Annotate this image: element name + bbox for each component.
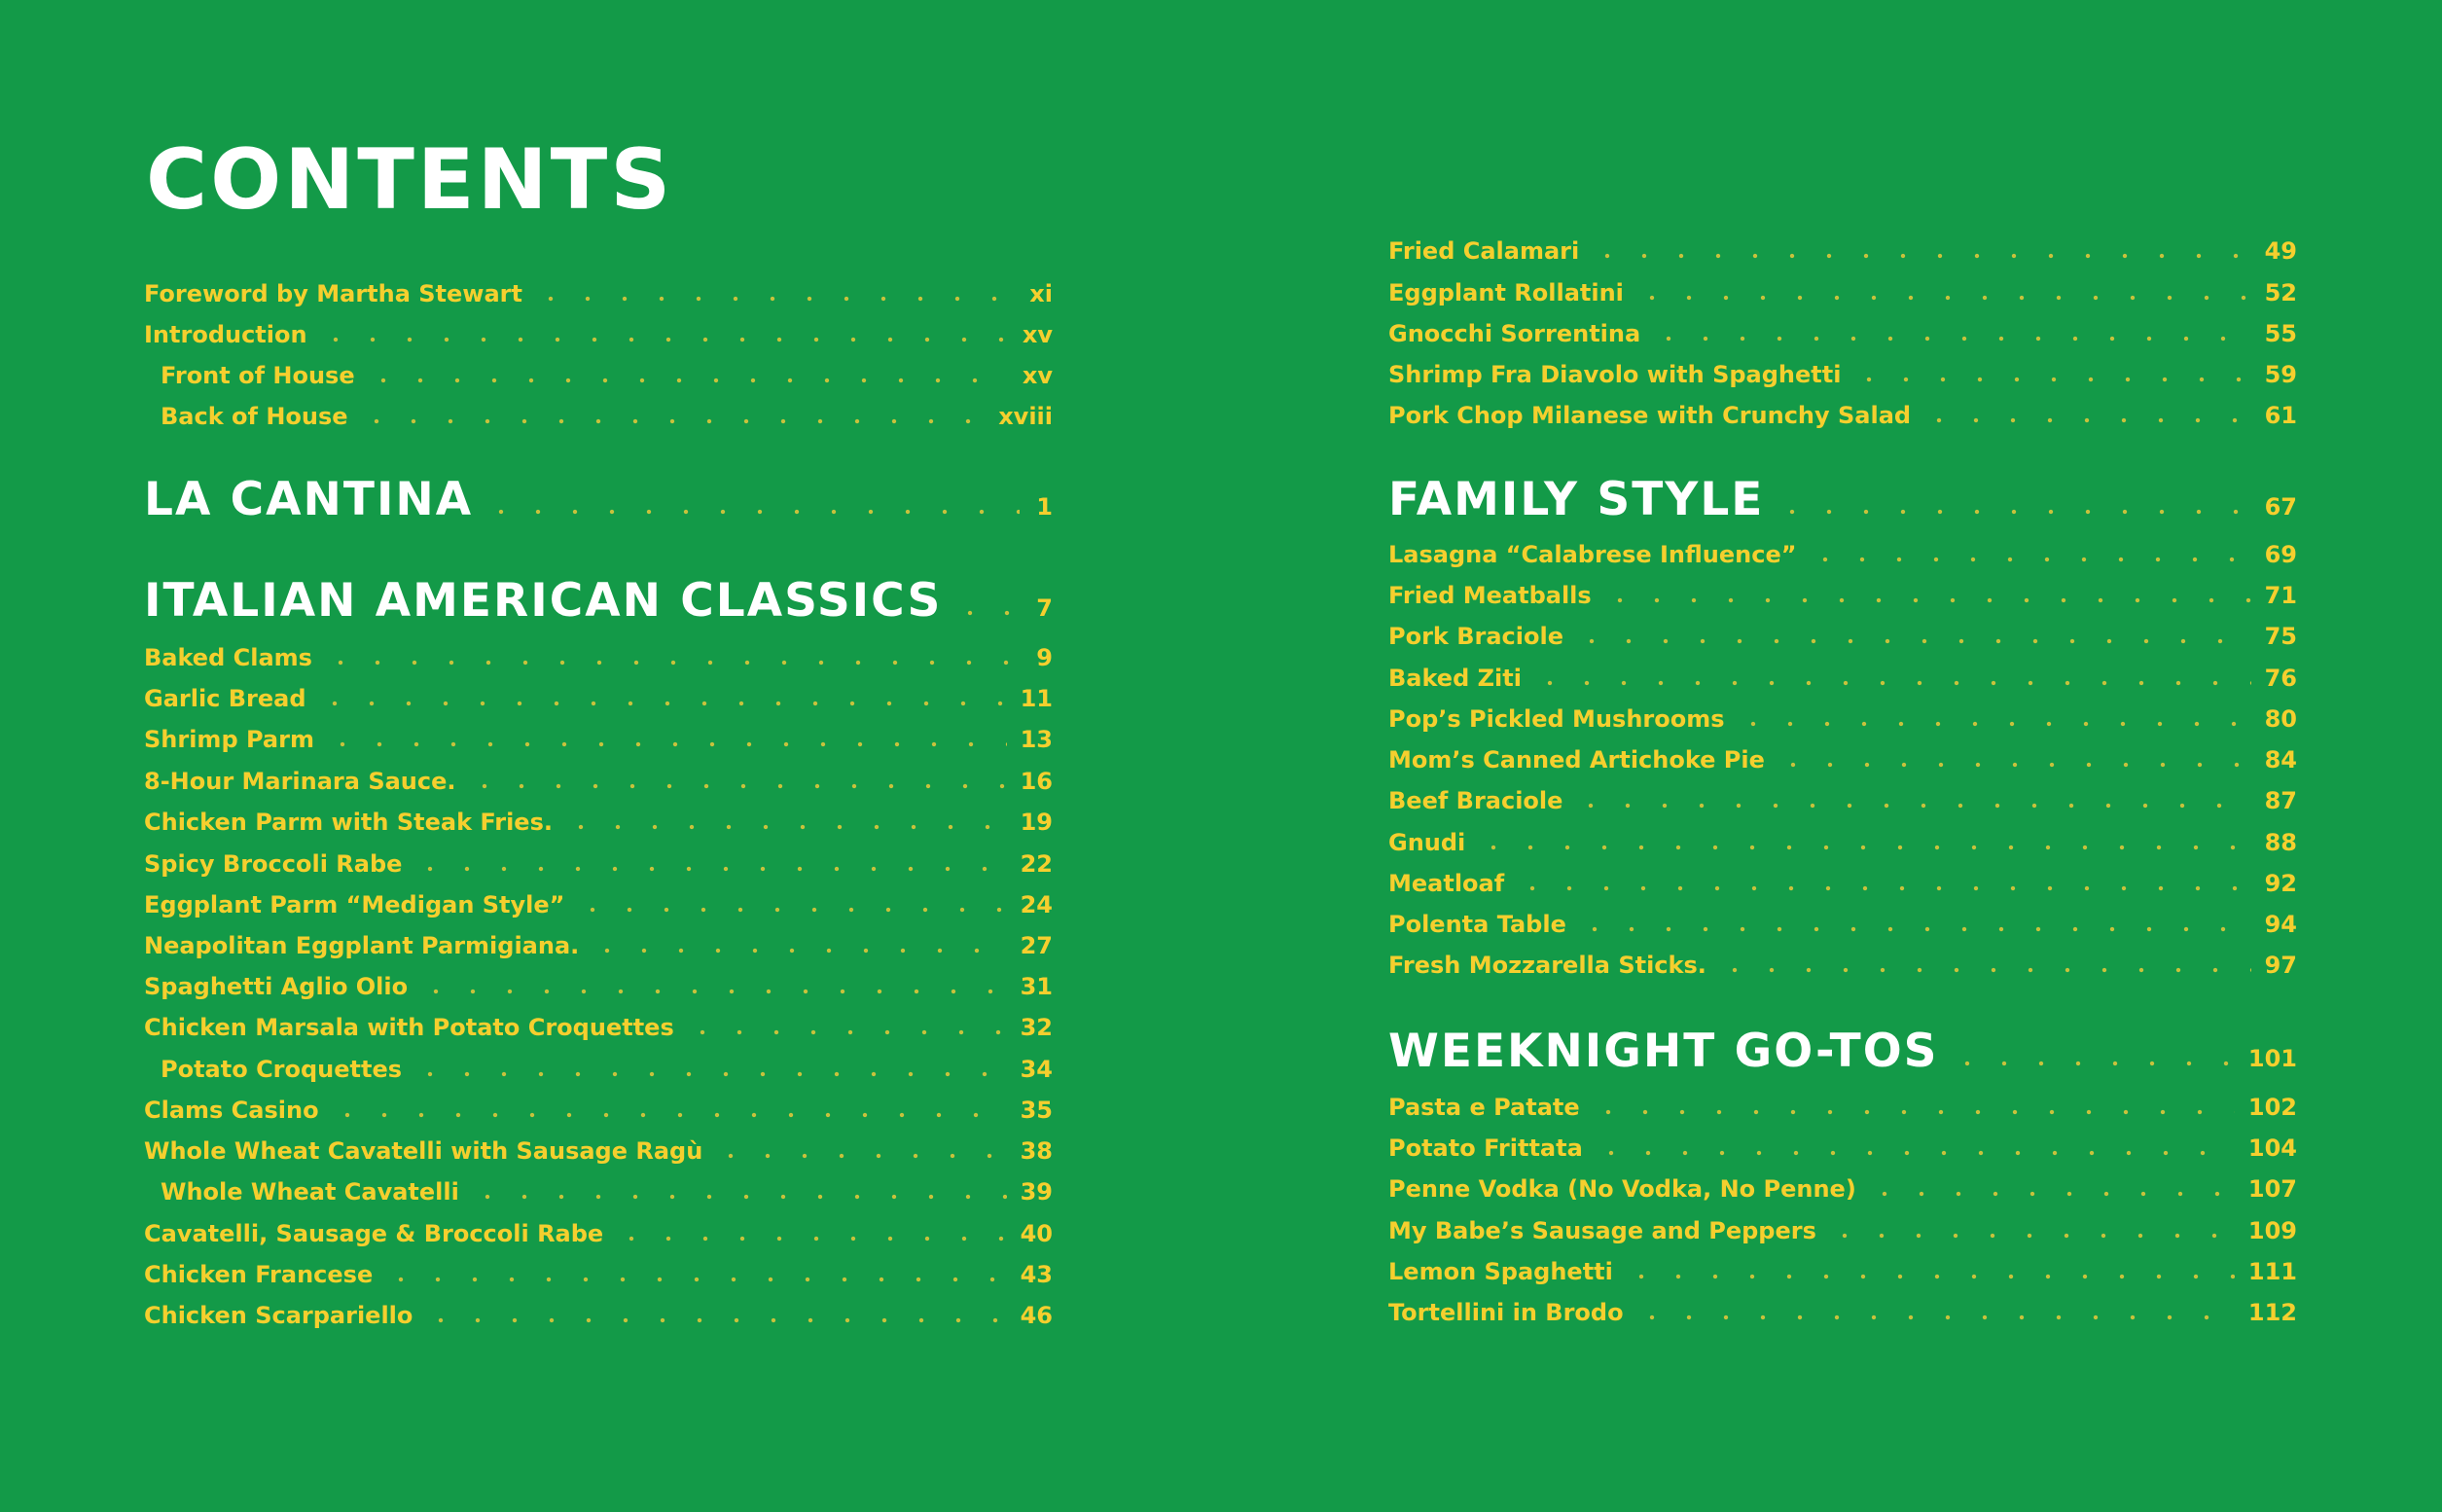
- toc-entry-mom-s-canned-artichoke-pie[interactable]: [1388, 733, 2297, 774]
- page-number: xviii: [998, 403, 1053, 430]
- toc-entry-introduction[interactable]: [144, 307, 1053, 348]
- entry-title: Chicken Marsala with Potato Croquettes: [144, 1014, 674, 1041]
- entry-title: Fresh Mozzarella Sticks.: [1388, 952, 1706, 979]
- entry-title: Shrimp Parm: [144, 726, 314, 753]
- entry-title: Clams Casino: [144, 1097, 319, 1124]
- page-number: 7: [1036, 594, 1053, 622]
- dot-leader: [1826, 1231, 2235, 1241]
- entry-title: Eggplant Parm “Medigan Style”: [144, 891, 565, 918]
- dot-leader: [574, 905, 1006, 915]
- entry-title: LA CANTINA: [144, 473, 474, 526]
- toc-entry-pork-braciole[interactable]: [1388, 609, 2297, 650]
- dot-leader: [412, 864, 1006, 874]
- toc-entry-gnocchi-sorrentina[interactable]: [1388, 306, 2297, 347]
- entry-title: Spicy Broccoli Rabe: [144, 850, 403, 878]
- page-number: 1: [1036, 493, 1053, 521]
- toc-entry-chicken-marsala-with-potato-croquettes[interactable]: [144, 1000, 1053, 1041]
- page-number: 24: [1020, 891, 1053, 918]
- dot-leader: [1634, 293, 2251, 303]
- dot-leader: [1716, 965, 2251, 975]
- toc-entry-lasagna-calabrese-influence[interactable]: [1388, 527, 2297, 568]
- page-number: 69: [2264, 541, 2297, 568]
- page-number: 27: [1020, 932, 1053, 959]
- dot-leader: [1576, 924, 2251, 934]
- dot-leader: [317, 335, 1009, 344]
- entry-title: 8-Hour Marinara Sauce.: [144, 768, 456, 795]
- dot-leader: [324, 739, 1007, 749]
- dot-leader: [316, 699, 1007, 708]
- toc-entry-shrimp-parm[interactable]: [144, 712, 1053, 753]
- entry-title: Spaghetti Aglio Olio: [144, 973, 409, 1000]
- toc-entry-baked-clams[interactable]: [144, 630, 1053, 671]
- entry-title: Front of House: [161, 362, 355, 389]
- dot-leader: [1650, 334, 2250, 343]
- dot-leader: [1850, 375, 2250, 384]
- entry-title: Chicken Francese: [144, 1261, 374, 1288]
- dot-leader: [562, 822, 1007, 832]
- entry-title: Whole Wheat Cavatelli: [161, 1178, 459, 1206]
- dot-leader: [358, 416, 986, 426]
- toc-entry-front-of-house[interactable]: [144, 348, 1053, 389]
- page-number: 101: [2247, 1045, 2297, 1072]
- dot-leader: [613, 1234, 1006, 1243]
- page-number: 88: [2264, 829, 2297, 856]
- entry-title: Foreword by Martha Stewart: [144, 280, 522, 307]
- toc-entry-shrimp-fra-diavolo-with-spaghetti[interactable]: [1388, 347, 2297, 388]
- entry-title: ITALIAN AMERICAN CLASSICS: [144, 574, 943, 628]
- section-heading-family-style[interactable]: [1388, 464, 2297, 526]
- dot-leader: [1573, 636, 2251, 646]
- dot-leader: [1735, 719, 2251, 729]
- toc-entry-gnudi[interactable]: [1388, 815, 2297, 856]
- toc-entry-spaghetti-aglio-olio[interactable]: [144, 959, 1053, 1000]
- entry-title: Beef Braciole: [1388, 787, 1563, 814]
- dot-leader: [322, 658, 1020, 667]
- entry-title: Pork Chop Milanese with Crunchy Salad: [1388, 402, 1912, 429]
- dot-leader: [1949, 1059, 2235, 1068]
- page-number: 97: [2264, 952, 2297, 979]
- entry-title: Baked Ziti: [1388, 665, 1522, 692]
- page-number: 87: [2264, 787, 2297, 814]
- entry-title: Fried Meatballs: [1388, 582, 1592, 609]
- dot-leader: [329, 1110, 1007, 1120]
- page-number: 31: [1020, 973, 1053, 1000]
- toc-entry-foreword-by-martha-stewart[interactable]: [144, 267, 1053, 307]
- section-heading-italian-american-classics[interactable]: [144, 565, 1053, 628]
- dot-leader: [952, 608, 1020, 618]
- page-number: 13: [1020, 726, 1053, 753]
- toc-entry-back-of-house[interactable]: [144, 389, 1053, 430]
- page-number: 46: [1020, 1302, 1053, 1329]
- dot-leader: [1774, 507, 2250, 517]
- toc-entry-potato-frittata[interactable]: [1388, 1121, 2297, 1162]
- page-number: 112: [2247, 1299, 2297, 1326]
- toc-entry-fresh-mozzarella-sticks[interactable]: [1388, 938, 2297, 979]
- dot-leader: [469, 1192, 1007, 1202]
- dot-leader: [1593, 1148, 2235, 1158]
- entry-title: Chicken Scarpariello: [144, 1302, 413, 1329]
- toc-entry-my-babe-s-sausage-and-peppers[interactable]: [1388, 1204, 2297, 1244]
- toc-entry-polenta-table[interactable]: [1388, 897, 2297, 938]
- page-number: xi: [1029, 280, 1053, 307]
- entry-title: Gnocchi Sorrentina: [1388, 320, 1641, 347]
- page-number: 11: [1020, 685, 1053, 712]
- entry-title: Lemon Spaghetti: [1388, 1258, 1613, 1285]
- page-number: 32: [1020, 1014, 1053, 1041]
- toc-entry-cavatelli-sausage-broccoli-rabe[interactable]: [144, 1206, 1053, 1247]
- entry-title: Whole Wheat Cavatelli with Sausage Ragù: [144, 1137, 703, 1165]
- dot-leader: [1921, 415, 2251, 425]
- entry-title: Chicken Parm with Steak Fries.: [144, 809, 553, 836]
- page-number: 80: [2264, 705, 2297, 733]
- page-number: 40: [1020, 1220, 1053, 1247]
- entry-title: Meatloaf: [1388, 870, 1505, 897]
- dot-leader: [365, 376, 1009, 385]
- entry-title: Garlic Bread: [144, 685, 306, 712]
- dot-leader: [589, 946, 1006, 955]
- toc-entry-whole-wheat-cavatelli[interactable]: [144, 1165, 1053, 1206]
- page-number: 34: [1020, 1056, 1053, 1083]
- entry-title: Potato Frittata: [1388, 1134, 1583, 1162]
- toc-entry-pork-chop-milanese-with-crunchy-salad[interactable]: [1388, 388, 2297, 429]
- dot-leader: [483, 507, 1020, 517]
- page-number: 43: [1020, 1261, 1053, 1288]
- dot-leader: [422, 1315, 1006, 1325]
- section-heading-la-cantina[interactable]: [144, 464, 1053, 526]
- entry-title: WEEKNIGHT GO-TOS: [1388, 1025, 1939, 1078]
- entry-title: Introduction: [144, 321, 307, 348]
- dot-leader: [1531, 678, 2251, 688]
- page-title: CONTENTS: [146, 131, 674, 229]
- toc-entry-chicken-francese[interactable]: [144, 1247, 1053, 1288]
- toc-entry-neapolitan-eggplant-parmigiana[interactable]: [144, 918, 1053, 959]
- dot-leader: [1590, 1107, 2235, 1117]
- toc-entry-clams-casino[interactable]: [144, 1083, 1053, 1124]
- dot-leader: [1514, 883, 2250, 893]
- page-number: 76: [2264, 665, 2297, 692]
- dot-leader: [417, 987, 1006, 996]
- dot-leader: [1634, 1313, 2235, 1322]
- entry-title: Back of House: [161, 403, 348, 430]
- page-number: 39: [1020, 1178, 1053, 1206]
- page-number: 92: [2264, 870, 2297, 897]
- entry-title: My Babe’s Sausage and Peppers: [1388, 1217, 1816, 1244]
- dot-leader: [1601, 595, 2251, 605]
- toc-entry-whole-wheat-cavatelli-with-sausage-rag[interactable]: [144, 1124, 1053, 1165]
- toc-entry-pasta-e-patate[interactable]: [1388, 1080, 2297, 1121]
- page-number: 49: [2264, 237, 2297, 265]
- dot-leader: [382, 1275, 1006, 1284]
- entry-title: Cavatelli, Sausage & Broccoli Rabe: [144, 1220, 604, 1247]
- dot-leader: [1866, 1189, 2235, 1199]
- toc-entry-chicken-scarpariello[interactable]: [144, 1288, 1053, 1329]
- toc-entry-eggplant-rollatini[interactable]: [1388, 266, 2297, 306]
- page-number: 61: [2264, 402, 2297, 429]
- entry-title: Mom’s Canned Artichoke Pie: [1388, 746, 1765, 774]
- toc-entry-fried-calamari[interactable]: [1388, 224, 2297, 265]
- page-number: 94: [2264, 911, 2297, 938]
- entry-title: Gnudi: [1388, 829, 1466, 856]
- page-number: xv: [1022, 362, 1053, 389]
- toc-entry-tortellini-in-brodo[interactable]: [1388, 1285, 2297, 1326]
- dot-leader: [1475, 843, 2250, 852]
- page-number: 109: [2247, 1217, 2297, 1244]
- dot-leader: [1589, 251, 2250, 261]
- toc-entry-chicken-parm-with-steak-fries[interactable]: [144, 795, 1053, 836]
- page-number: 16: [1020, 768, 1053, 795]
- entry-title: Potato Croquettes: [161, 1056, 403, 1083]
- entry-title: Tortellini in Brodo: [1388, 1299, 1624, 1326]
- dot-leader: [712, 1151, 1006, 1161]
- page-number: 104: [2247, 1134, 2297, 1162]
- dot-leader: [1807, 555, 2251, 564]
- toc-entry-fried-meatballs[interactable]: [1388, 568, 2297, 609]
- toc-entry-meatloaf[interactable]: [1388, 856, 2297, 897]
- dot-leader: [684, 1027, 1007, 1037]
- toc-entry-beef-braciole[interactable]: [1388, 774, 2297, 814]
- dot-leader: [466, 781, 1007, 791]
- entry-title: Fried Calamari: [1388, 237, 1580, 265]
- page-number: 84: [2264, 746, 2297, 774]
- entry-title: Lasagna “Calabrese Influence”: [1388, 541, 1797, 568]
- entry-title: FAMILY STYLE: [1388, 473, 1765, 526]
- toc-entry-potato-croquettes[interactable]: [144, 1042, 1053, 1083]
- page-number: 9: [1036, 644, 1053, 671]
- page-number: 71: [2264, 582, 2297, 609]
- page-number: 107: [2247, 1175, 2297, 1203]
- page-number: 52: [2264, 279, 2297, 306]
- entry-title: Pasta e Patate: [1388, 1094, 1580, 1121]
- page-number: 55: [2264, 320, 2297, 347]
- page-number: 35: [1020, 1097, 1053, 1124]
- entry-title: Pork Braciole: [1388, 623, 1563, 650]
- dot-leader: [412, 1069, 1007, 1079]
- toc-entry-pop-s-pickled-mushrooms[interactable]: [1388, 692, 2297, 733]
- entry-title: Neapolitan Eggplant Parmigiana.: [144, 932, 580, 959]
- entry-title: Eggplant Rollatini: [1388, 279, 1624, 306]
- entry-title: Baked Clams: [144, 644, 312, 671]
- dot-leader: [1623, 1272, 2235, 1281]
- dot-leader: [1775, 760, 2251, 770]
- toc-entry-baked-ziti[interactable]: [1388, 651, 2297, 692]
- page-number: xv: [1022, 321, 1053, 348]
- entry-title: Shrimp Fra Diavolo with Spaghetti: [1388, 361, 1842, 388]
- page-number: 67: [2264, 493, 2297, 521]
- page-number: 22: [1020, 850, 1053, 878]
- toc-entry-lemon-spaghetti[interactable]: [1388, 1244, 2297, 1285]
- page-number: 59: [2264, 361, 2297, 388]
- entry-title: Penne Vodka (No Vodka, No Penne): [1388, 1175, 1856, 1203]
- toc-entry-spicy-broccoli-rabe[interactable]: [144, 837, 1053, 878]
- toc-entry-penne-vodka-no-vodka-no-penne[interactable]: [1388, 1162, 2297, 1203]
- dot-leader: [532, 294, 1016, 304]
- entry-title: Polenta Table: [1388, 911, 1566, 938]
- page-number: 19: [1020, 809, 1053, 836]
- page-number: 38: [1020, 1137, 1053, 1165]
- page-number: 111: [2247, 1258, 2297, 1285]
- entry-title: Pop’s Pickled Mushrooms: [1388, 705, 1725, 733]
- dot-leader: [1572, 801, 2250, 810]
- section-heading-weeknight-go-tos[interactable]: [1388, 1016, 2297, 1078]
- toc-entry-eggplant-parm-medigan-style[interactable]: [144, 878, 1053, 918]
- page-number: 102: [2247, 1094, 2297, 1121]
- page-number: 75: [2264, 623, 2297, 650]
- toc-entry-garlic-bread[interactable]: [144, 671, 1053, 712]
- toc-entry-8-hour-marinara-sauce[interactable]: [144, 754, 1053, 795]
